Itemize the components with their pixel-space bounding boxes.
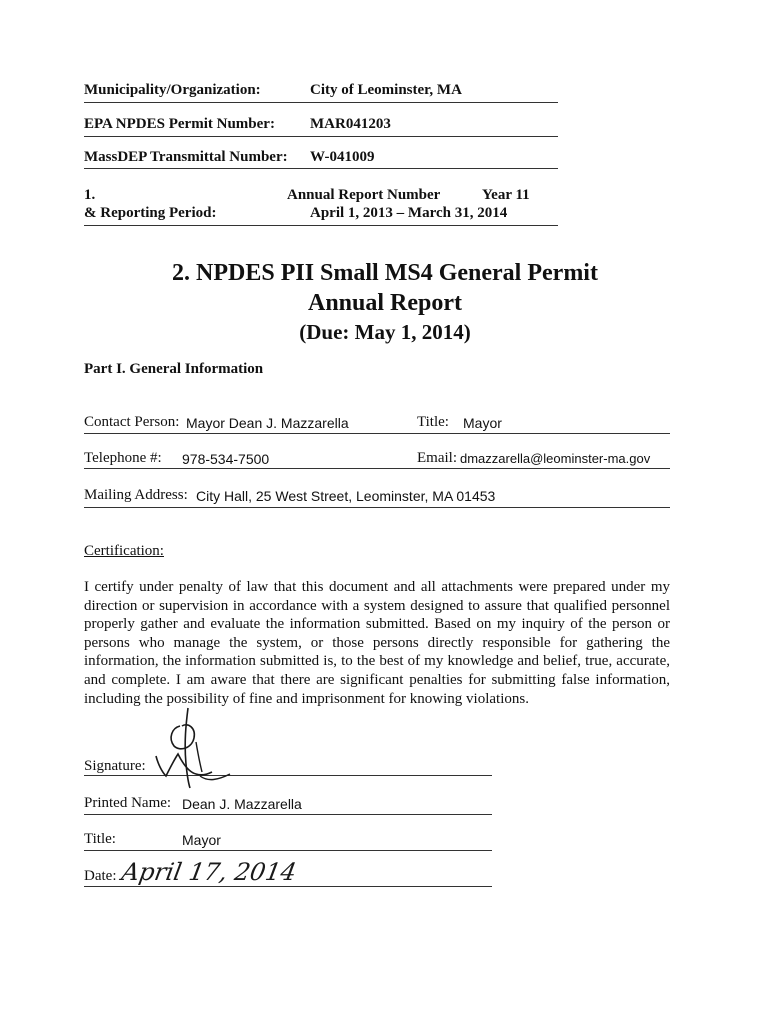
divider [84, 433, 670, 434]
divider [84, 168, 558, 169]
signature-line [84, 775, 492, 776]
handwritten-date: April 17, 2014 [119, 858, 299, 886]
contact-person-value: Mayor Dean J. Mazzarella [186, 415, 349, 431]
divider [84, 850, 492, 851]
signer-title-label: Title: [84, 831, 116, 847]
reporting-period-value: April 1, 2013 – March 31, 2014 [310, 205, 508, 221]
date-line [84, 886, 492, 887]
annual-report-number-label: Annual Report Number [287, 187, 441, 203]
reporting-period-label: & Reporting Period: [84, 205, 217, 221]
email-label: Email: [417, 450, 457, 466]
title-label: Title: [417, 414, 449, 430]
part1-heading: Part I. General Information [84, 361, 264, 377]
email-value: dmazzarella@leominster-ma.gov [460, 451, 651, 466]
handwritten-signature [150, 702, 240, 790]
divider [84, 814, 492, 815]
signer-title-value: Mayor [182, 832, 221, 848]
telephone-label: Telephone #: [84, 450, 162, 466]
certification-heading: Certification: [84, 543, 164, 559]
telephone-value: 978-534-7500 [182, 451, 270, 467]
divider [84, 102, 558, 103]
municipality-value: City of Leominster, MA [310, 82, 462, 98]
report-due-date: (Due: May 1, 2014) [299, 320, 471, 344]
item-number: 1. [84, 187, 96, 203]
report-title-line1: 2. NPDES PII Small MS4 General Permit [172, 260, 598, 286]
year-value: Year 11 [482, 187, 530, 203]
divider [84, 507, 670, 508]
municipality-label: Municipality/Organization: [84, 82, 261, 98]
signature-label: Signature: [84, 758, 146, 774]
mailing-address-label: Mailing Address: [84, 487, 188, 503]
massdep-value: W-041009 [310, 149, 375, 165]
divider [84, 468, 670, 469]
divider [84, 225, 558, 226]
printed-name-label: Printed Name: [84, 795, 172, 811]
date-label: Date: [84, 868, 117, 884]
mailing-address-value: City Hall, 25 West Street, Leominster, MA 01453 [196, 488, 496, 504]
massdep-label: MassDEP Transmittal Number: [84, 149, 288, 165]
contact-person-label: Contact Person: [84, 414, 180, 430]
report-title-line2: Annual Report [307, 290, 463, 316]
npdes-permit-label: EPA NPDES Permit Number: [84, 116, 275, 132]
title-value: Mayor [463, 415, 502, 431]
printed-name-value: Dean J. Mazzarella [182, 796, 302, 812]
certification-text: I certify under penalty of law that this document and all attachments were prepared under my direction or supervision in accordance with a system designed to assure that qualified personnel properly gather and evaluate the information submitted. Based on my inquiry of the person or persons who manage the system, or those persons directly responsible for gathering the information, the information submitted is, to the best of my knowledge and belief, true, accurate, and complete. I am aware that there are significant penalties for submitting false information, including the possibility of fine and imprisonment for knowing violations. [84, 579, 670, 707]
npdes-permit-value: MAR041203 [310, 116, 391, 132]
divider [84, 136, 558, 137]
